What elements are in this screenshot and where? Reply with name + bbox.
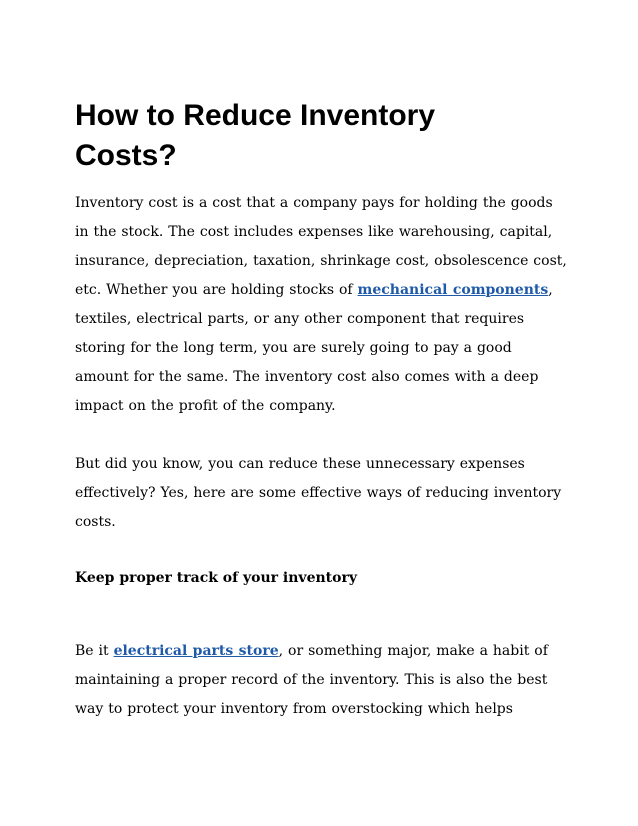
section-1-paragraph (75, 637, 567, 724)
article-title: How to Reduce Inventory Costs? (75, 99, 436, 172)
section-1-text-1: Be it (75, 643, 114, 659)
section-1-text-2: , or something major, make a habit of maintaining a proper record of the inventory. This is also the best way to protect your inventory from overstocking which helps (75, 643, 548, 717)
intro-paragraph (75, 189, 567, 421)
section-heading-track-inventory: Keep proper track of your inventory (75, 570, 357, 586)
article-body (75, 96, 567, 724)
intro-text-1: Inventory cost is a cost that a company pays for holding the goods in the stock. The cost includes expenses like warehousing, capital, insurance, depreciation, taxation, shrinkage cost, obsolescence cost, etc. Whether you are holding stocks of (75, 195, 567, 298)
mechanical-components-link[interactable]: mechanical components (357, 282, 549, 298)
electrical-parts-store-link[interactable]: electrical parts store (113, 643, 279, 659)
second-paragraph: But did you know, you can reduce these unnecessary expenses effectively? Yes, here are some effective ways of reducing inventory costs. (75, 456, 562, 530)
intro-text-2: , textiles, electrical parts, or any other component that requires storing for the long term, you are surely going to pay a good amount for the same. The inventory cost also comes with a deep impact on the profit of the company. (75, 282, 553, 414)
